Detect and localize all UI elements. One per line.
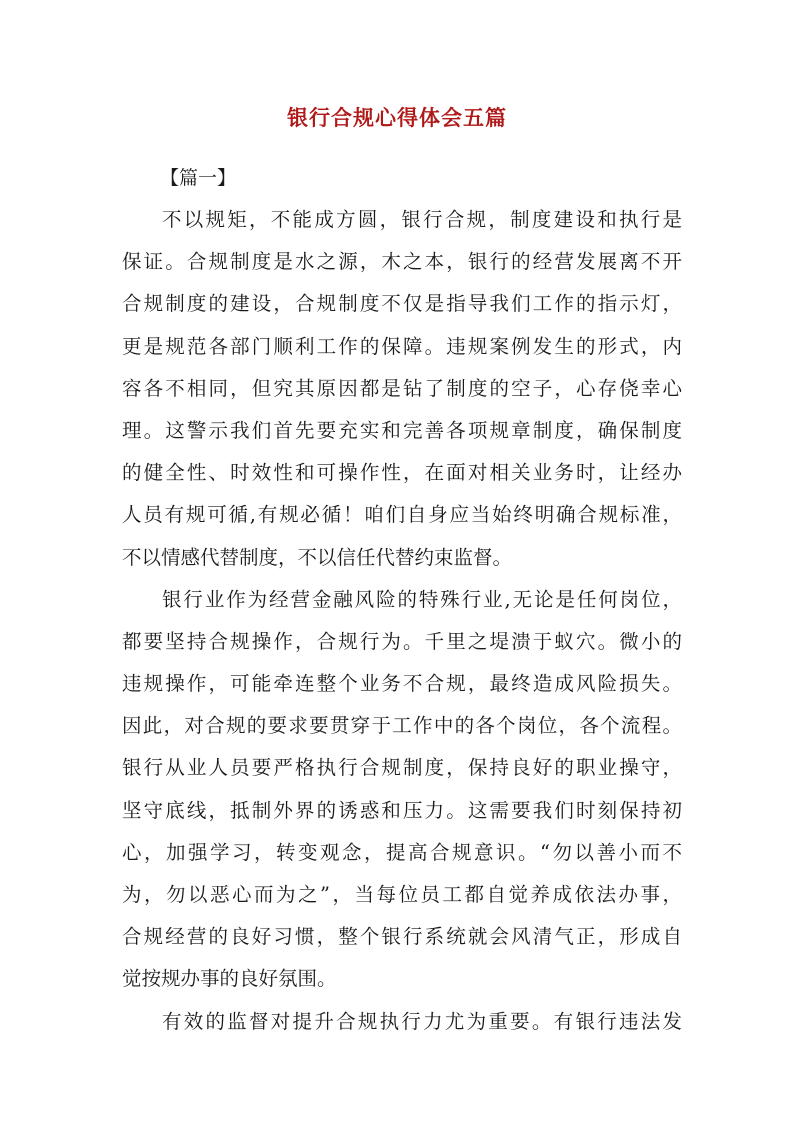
paragraph-line: 银行业作为经营金融风险的特殊行业,无论是任何岗位， [162,587,682,611]
document-body [122,199,682,1043]
section-heading: 【篇一】 [160,167,237,189]
paragraph-line: 合规经营的良好习惯，整个银行系统就会风清气正，形成自 [122,925,682,949]
paragraph-line: 坚守底线，抵制外界的诱惑和压力。这需要我们时刻保持初 [122,798,682,822]
paragraph-line: 理。这警示我们首先要充实和完善各项规章制度，确保制度 [122,418,682,442]
paragraph-line: 合规制度的建设，合规制度不仅是指导我们工作的指示灯， [122,292,682,316]
paragraph-line: 人员有规可循,有规必循！咱们自身应当始终明确合规标准， [122,503,682,527]
paragraph-line: 觉按规办事的良好氛围。 [122,967,337,991]
paragraph-line: 有效的监督对提升合规执行力尤为重要。有银行违法发 [162,1009,682,1033]
paragraph-line: 容各不相同，但究其原因都是钻了制度的空子，心存侥幸心 [122,376,682,400]
paragraph-line: 因此，对合规的要求要贯穿于工作中的各个岗位，各个流程。 [122,714,682,738]
paragraph-line: 银行从业人员要严格执行合规制度，保持良好的职业操守， [122,756,682,780]
paragraph-line: 不以规矩，不能成方圆，银行合规，制度建设和执行是 [162,208,682,231]
paragraph-line: 保证。合规制度是水之源，木之本，银行的经营发展离不开 [122,250,682,274]
paragraph-line: 都要坚持合规操作，合规行为。千里之堤溃于蚁穴。微小的 [122,629,682,653]
paragraph-line: 为，勿以恶心而为之”，当每位员工都自觉养成依法办事， [122,883,682,906]
paragraph-line: 不以情感代替制度，不以信任代替约束监督。 [122,545,513,569]
paragraph-line: 心，加强学习，转变观念，提高合规意识。“勿以善小而不 [122,840,682,864]
paragraph-line: 的健全性、时效性和可操作性，在面对相关业务时，让经办 [122,461,682,485]
paragraph-line: 违规操作，可能牵连整个业务不合规，最终造成风险损失。 [122,672,682,696]
document-title: 银行合规心得体会五篇 [287,105,507,130]
paragraph-line: 更是规范各部门顺利工作的保障。违规案例发生的形式，内 [122,334,682,358]
